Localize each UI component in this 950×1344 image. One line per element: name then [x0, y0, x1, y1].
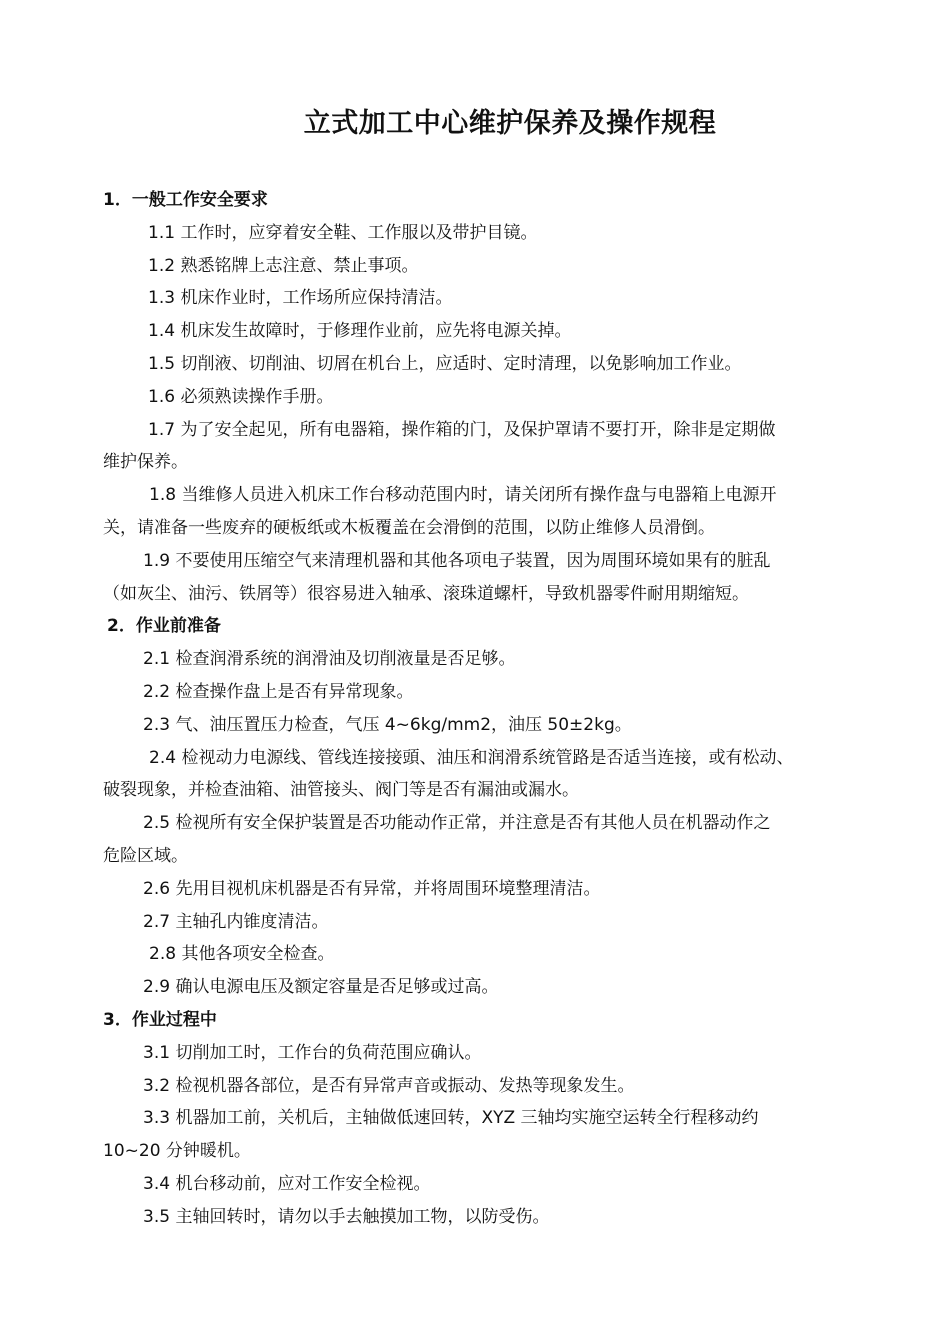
- paragraph-1-4: 1.4 机床发生故障时，于修理作业前，应先将电源关掉。: [148, 321, 572, 342]
- paragraph-1-9-line-2: （如灰尘、油污、铁屑等）很容易进入轴承、滚珠道螺杆，导致机器零件耐用期缩短。: [103, 583, 749, 604]
- paragraph-1-7-line-2: 维护保养。: [103, 452, 188, 473]
- section-heading-3: 3．作业过程中: [103, 1009, 217, 1030]
- document-title: 立式加工中心维护保养及操作规程: [303, 108, 717, 139]
- paragraph-1-2: 1.2 熟悉铭牌上志注意、禁止事项。: [148, 255, 419, 276]
- paragraph-1-6: 1.6 必须熟读操作手册。: [148, 386, 334, 407]
- paragraph-3-3-line-1: 3.3 机器加工前，关机后，主轴做低速回转，XYZ 三轴均实施空运转全行程移动约: [143, 1108, 759, 1129]
- paragraph-2-1: 2.1 检查润滑系统的润滑油及切削液量是否足够。: [143, 649, 516, 670]
- paragraph-2-2: 2.2 检查操作盘上是否有异常现象。: [143, 681, 414, 702]
- paragraph-2-6: 2.6 先用目视机床机器是否有异常，并将周围环境整理清洁。: [143, 878, 601, 899]
- section-heading-2: 2．作业前准备: [107, 616, 221, 637]
- paragraph-2-5-line-1: 2.5 检视所有安全保护装置是否功能动作正常，并注意是否有其他人员在机器动作之: [143, 813, 771, 834]
- paragraph-3-3-line-2: 10~20 分钟暖机。: [103, 1141, 251, 1162]
- paragraph-3-5: 3.5 主轴回转时，请勿以手去触摸加工物，以防受伤。: [143, 1206, 550, 1227]
- paragraph-1-7-line-1: 1.7 为了安全起见，所有电器箱，操作箱的门，及保护罩请不要打开，除非是定期做: [148, 419, 776, 440]
- paragraph-2-5-line-2: 危险区域。: [103, 845, 188, 866]
- paragraph-1-3: 1.3 机床作业时，工作场所应保持清洁。: [148, 288, 453, 309]
- paragraph-1-5: 1.5 切削液、切削油、切屑在机台上，应适时、定时清理，以免影响加工作业。: [148, 353, 742, 374]
- paragraph-2-8: 2.8 其他各项安全检查。: [149, 944, 335, 965]
- section-heading-1: 1．一般工作安全要求: [103, 190, 268, 210]
- paragraph-3-1: 3.1 切削加工时，工作台的负荷范围应确认。: [143, 1042, 482, 1063]
- paragraph-1-8-line-2: 关，请准备一些废弃的硬板纸或木板覆盖在会滑倒的范围，以防止维修人员滑倒。: [103, 517, 715, 538]
- paragraph-3-2: 3.2 检视机器各部位，是否有异常声音或振动、发热等现象发生。: [143, 1075, 635, 1096]
- document-body: [103, 184, 873, 1234]
- paragraph-2-4-line-2: 破裂现象，并检查油箱、油管接头、阀门等是否有漏油或漏水。: [103, 780, 579, 801]
- paragraph-1-1: 1.1 工作时，应穿着安全鞋、工作服以及带护目镜。: [148, 222, 538, 243]
- paragraph-1-8-line-1: 1.8 当维修人员进入机床工作台移动范围内时，请关闭所有操作盘与电器箱上电源开: [149, 485, 777, 506]
- paragraph-2-4-line-1: 2.4 检视动力电源线、管线连接接頭、油压和润滑系统管路是否适当连接，或有松动、: [149, 747, 794, 768]
- paragraph-1-9-line-1: 1.9 不要使用压缩空气来清理机器和其他各项电子装置，因为周围环境如果有的脏乱: [143, 550, 771, 571]
- paragraph-3-4: 3.4 机台移动前，应对工作安全检视。: [143, 1173, 431, 1194]
- paragraph-2-3: 2.3 气、油压置压力检查，气压 4~6kg/mm2，油压 50±2kg。: [143, 714, 632, 735]
- paragraph-2-7: 2.7 主轴孔内锥度清洁。: [143, 911, 329, 932]
- paragraph-2-9: 2.9 确认电源电压及额定容量是否足够或过高。: [143, 977, 499, 998]
